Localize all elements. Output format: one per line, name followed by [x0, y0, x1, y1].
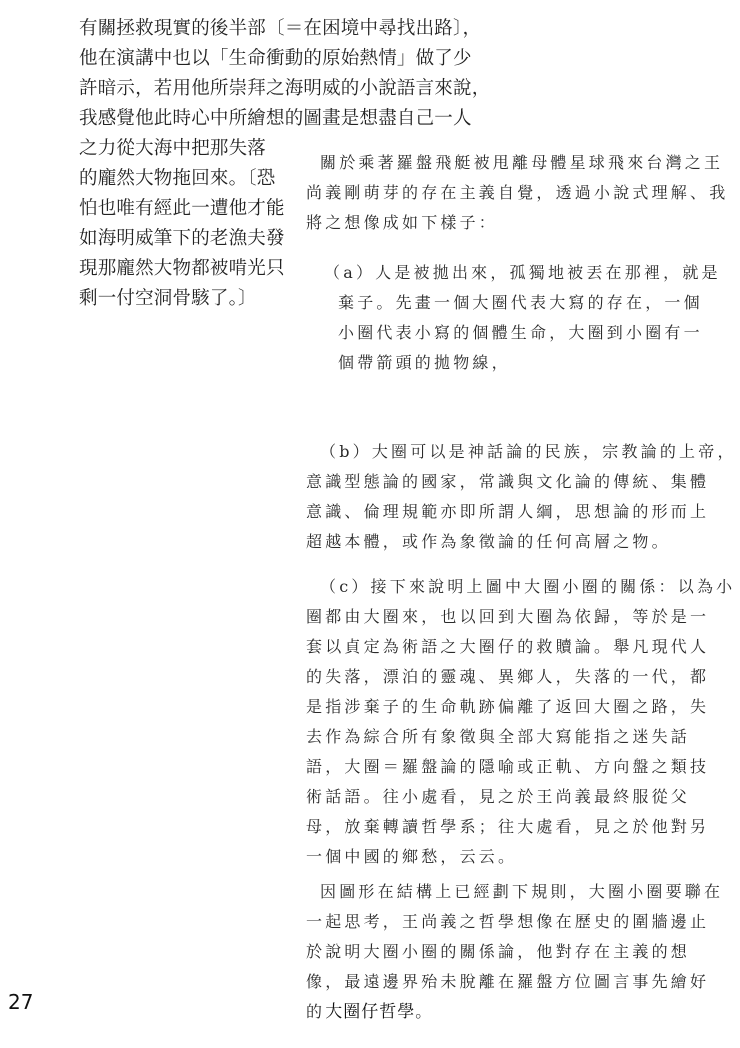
text-line: 許暗示，若用他所崇拜之海明威的小說語言來說，: [79, 78, 491, 99]
text-line: 意識型態論的國家，常識與文化論的傳統、集體: [306, 472, 710, 491]
text-line: 去作為綜合所有象徵與全部大寫能指之迷失話: [306, 727, 691, 746]
text-line: 將之想像成如下樣子：: [306, 213, 499, 232]
text-line: 個帶箭頭的拋物線，: [338, 353, 511, 372]
text-line: 現那龐然大物都被啃光只: [79, 258, 285, 279]
text-line: 術話語。往小處看，見之於王尚義最終服從父: [306, 787, 691, 806]
text-line: 母，放棄轉讀哲學系；往大處看，見之於他對另: [306, 817, 710, 836]
text-line: 尚義剛萌芽的存在主義自覺，透過小說式理解、我: [306, 183, 729, 202]
text-line: 他在演講中也以「生命衝動的原始熱情」做了少: [79, 48, 472, 69]
item-a-paragraph: [306, 258, 721, 378]
text-line-last: [306, 997, 716, 1027]
text-line: 剩一付空洞骨駭了。〕: [79, 288, 257, 309]
text-line: 超越本體，或作為象徵論的任何高層之物。: [306, 532, 671, 551]
text-line: 於說明大圈小圈的關係論，他對存在主義的想: [306, 942, 691, 961]
text-line: 套以貞定為術語之大圈仔的救贖論。舉凡現代人: [306, 637, 710, 656]
text-line: 如海明威筆下的老漁夫發: [79, 228, 285, 249]
text-suffix: 。: [415, 1002, 435, 1021]
left-paragraph-narrow: [79, 134, 285, 314]
text-line: 意識、倫理規範亦即所謂人綱，思想論的形而上: [306, 502, 710, 521]
left-paragraph-wide: [79, 14, 490, 134]
text-line: 小圈代表小寫的個體生命，大圈到小圈有一: [338, 323, 703, 342]
text-line: （b）大圈可以是神話論的民族，宗教論的上帝，: [320, 442, 737, 461]
text-line: 棄子。先畫一個大圈代表大寫的存在，一個: [338, 293, 703, 312]
text-line: 我感覺他此時心中所繪想的圖畫是想盡自己一人: [79, 108, 472, 129]
item-b-paragraph: [306, 437, 737, 557]
text-line: 怕也唯有經此一遭他才能: [79, 198, 285, 219]
text-line: （a）人是被拋出來，孤獨地被丟在那裡，就是: [324, 263, 721, 282]
text-line: 的失落，漂泊的靈魂、異鄉人，失落的一代，都: [306, 667, 710, 686]
text-prefix: 的: [306, 1002, 326, 1021]
item-c-paragraph: [306, 572, 736, 872]
text-line: 一個中國的鄉愁，云云。: [306, 847, 518, 866]
text-line: 一起思考，王尚義之哲學想像在歷史的圍牆邊止: [306, 912, 710, 931]
text-line: 語，大圈＝羅盤論的隱喻或正軌、方向盤之類技: [306, 757, 710, 776]
text-line: 關於乘著羅盤飛艇被甩離母體星球飛來台灣之王: [320, 153, 724, 172]
page-number: 27: [8, 990, 34, 1014]
text-line: （c）接下來說明上圖中大圈小圈的關係：以為小: [320, 577, 736, 596]
text-line: 是指涉棄子的生命軌跡偏離了返回大圈之路，失: [306, 697, 710, 716]
text-line: 圈都由大圈來，也以回到大圈為依歸，等於是一: [306, 607, 710, 626]
key-term: 大圈仔哲學: [325, 1002, 416, 1022]
text-line: 的龐然大物拖回來。〔恐: [79, 168, 276, 189]
text-line: 之力從大海中把那失落: [79, 138, 267, 159]
intro-paragraph: [306, 148, 729, 238]
text-line: 因圖形在結構上已經劃下規則，大圈小圈要聯在: [320, 882, 724, 901]
text-line: 有關拯救現實的後半部〔＝在困境中尋找出路〕，: [79, 18, 482, 39]
text-line: 像，最遠邊界殆未脫離在羅盤方位圖言事先繪好: [306, 972, 710, 991]
conclusion-paragraph: [306, 877, 724, 1027]
